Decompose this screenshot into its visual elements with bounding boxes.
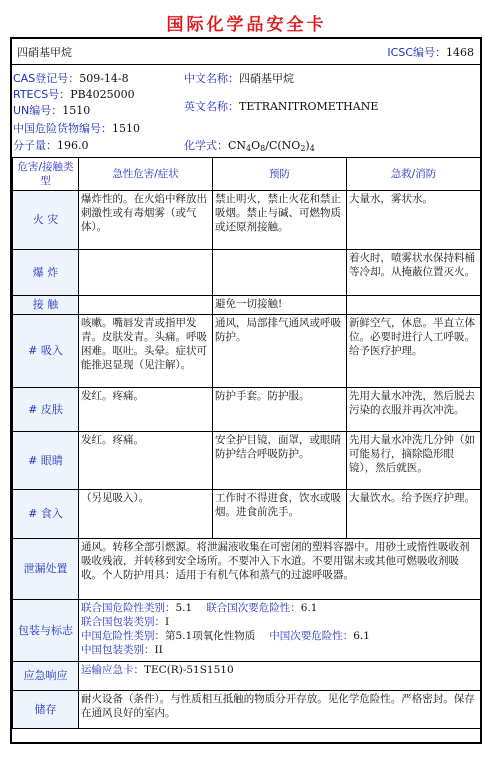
row-prevention: [213, 250, 347, 296]
row-firstaid: 新鲜空气，休息。半直立体位。必要时进行人工呼吸。给予医疗护理。: [347, 315, 481, 388]
cn-pack-label: 中国包装类别：: [81, 644, 155, 656]
mw-line: [13, 137, 89, 153]
row-type: 爆 炸: [13, 250, 79, 296]
cn-class-value: 第5.1项氧化性物质: [165, 630, 256, 642]
un-label: UN编号：: [13, 104, 63, 117]
col-prevention-header: 预防: [213, 158, 347, 191]
row-prevention: 工作时不得进食，饮水或吸烟。进食前洗手。: [213, 490, 347, 539]
row-prevention: 禁止明火，禁止火花和禁止吸烟。禁止与碱、可燃物质或还原剂接触。: [213, 191, 347, 250]
cas-line: [13, 70, 129, 86]
hazard-table: [12, 157, 481, 729]
icsc-label: ICSC编号：: [387, 46, 446, 59]
cn-name-line: [184, 70, 294, 86]
row-firstaid: [347, 296, 481, 315]
emergency-card-label: 运输应急卡：: [81, 664, 144, 676]
table-row: [13, 432, 481, 490]
un-pack-value: I: [165, 616, 170, 628]
packaging-un-line: [81, 601, 478, 615]
row-prevention: 通风，局部排气通风或呼吸防护。: [213, 315, 347, 388]
row-firstaid: 大量饮水。给予医疗护理。: [347, 490, 481, 539]
row-type: 火 灾: [13, 191, 79, 250]
un-class-label: 联合国危险性类别：: [81, 602, 176, 614]
row-type: 接 触: [13, 296, 79, 315]
row-hazard: 爆炸性的。在火焰中释放出刺激性或有毒烟雾（或气体）。: [79, 191, 213, 250]
mw-value: 196.0: [57, 139, 89, 152]
row-hazard: 发红。疼痛。: [79, 388, 213, 432]
table-row: [13, 250, 481, 296]
row-hazard: 发红。疼痛。: [79, 432, 213, 490]
rtecs-line: [13, 86, 135, 102]
col-hazard-header: 急性危害/症状: [79, 158, 213, 191]
formula-sub-o8: 8: [260, 144, 266, 153]
formula-sub-4: 4: [309, 144, 315, 153]
cn-sub-label: 中国次要危险性：: [269, 630, 354, 642]
safety-card: [10, 37, 482, 744]
emergency-content: [79, 662, 481, 691]
emergency-row: [13, 662, 481, 691]
formula-sub-n4: 4: [246, 144, 252, 153]
table-row: [13, 191, 481, 250]
un-value: 1510: [62, 104, 91, 117]
packaging-cn-pack-line: [81, 643, 478, 657]
row-type: # 吸入: [13, 315, 79, 388]
formula-cno: /C(NO: [265, 139, 301, 152]
row-hazard: [79, 296, 213, 315]
table-row: [13, 315, 481, 388]
emergency-label: 应急响应: [13, 662, 79, 691]
formula-cn: CN: [228, 139, 247, 152]
packaging-un-pack-line: [81, 615, 478, 629]
table-row: [13, 388, 481, 432]
row-prevention: 安全护目镜，面罩，或眼睛防护结合呼吸防护。: [213, 432, 347, 490]
table-header-row: [13, 158, 481, 191]
spill-text: 通风。转移全部引燃源。将泄漏液收集在可密闭的塑料容器中。用砂土或惰性吸收剂吸收残液，并转移到安全场所。不要冲入下水道。不要用锯末或其他可燃吸收剂吸收。个人防护用具：适用于有机气体和蒸气的过滤呼吸器。: [79, 539, 481, 600]
row-firstaid: 先用大量水冲洗几分钟（如可能易行，摘除隐形眼镜），然后就医。: [347, 432, 481, 490]
row-firstaid: 先用大量水冲洗，然后脱去污染的衣服并再次冲洗。: [347, 388, 481, 432]
en-name-label: 英文名称：: [184, 100, 239, 113]
icsc-number: [387, 44, 474, 60]
cas-label: CAS登记号：: [13, 72, 80, 85]
card-header: [12, 39, 480, 65]
row-type: # 眼睛: [13, 432, 79, 490]
col-firstaid-header: 急救/消防: [347, 158, 481, 191]
packaging-label: 包装与标志: [13, 600, 79, 662]
formula-line: [184, 137, 315, 153]
col-type-header: 危害/接触类型: [13, 158, 79, 191]
storage-label: 储存: [13, 691, 79, 729]
table-row: [13, 490, 481, 539]
en-name-line: [184, 98, 378, 114]
un-line: [13, 102, 90, 118]
formula-label: 化学式：: [184, 139, 228, 152]
storage-text: 耐火设备（条件）。与性质相互抵触的物质分开存放。见化学危险性。严格密封。保存在通风良好的室内。: [79, 691, 481, 729]
storage-row: [13, 691, 481, 729]
packaging-cn-line: [81, 629, 478, 643]
row-firstaid: 着火时，喷雾状水保持料桶等冷却。从掩蔽位置灭火。: [347, 250, 481, 296]
formula-o: O: [251, 139, 261, 152]
rtecs-value: PB4025000: [70, 88, 135, 101]
un-class-value: 5.1: [175, 602, 193, 614]
row-hazard: （另见吸入）。: [79, 490, 213, 539]
row-type: # 皮肤: [13, 388, 79, 432]
formula-sub-2: 2: [300, 144, 306, 153]
spill-label: 泄漏处置: [13, 539, 79, 600]
cn-dangerous-label: 中国危险货物编号：: [13, 122, 112, 135]
row-prevention: 防护手套。防护服。: [213, 388, 347, 432]
un-pack-label: 联合国包装类别：: [81, 616, 165, 628]
table-row: [13, 296, 481, 315]
un-sub-label: 联合国次要危险性：: [206, 602, 301, 614]
row-hazard: 咳嗽。嘴唇发青或指甲发青。皮肤发青。头痛。呼吸困难。呕吐。头晕。症状可能推迟显现（见注解）。: [79, 315, 213, 388]
cn-pack-value: II: [154, 644, 163, 656]
cn-sub-value: 6.1: [353, 630, 370, 642]
row-type: # 食入: [13, 490, 79, 539]
packaging-row: [13, 600, 481, 662]
cn-class-label: 中国危险性类别：: [81, 630, 165, 642]
cn-dangerous-line: [13, 120, 140, 136]
cn-name-label: 中文名称：: [184, 72, 239, 85]
emergency-card-value: TEC(R)-51S1510: [144, 664, 234, 676]
row-firstaid: 大量水，雾状水。: [347, 191, 481, 250]
spill-row: [13, 539, 481, 600]
cn-name-value: 四硝基甲烷: [239, 72, 294, 85]
chemical-name: 四硝基甲烷: [17, 46, 72, 59]
formula-close: ): [305, 139, 310, 152]
cn-dangerous-value: 1510: [112, 122, 140, 135]
card-title: 国际化学品安全卡: [166, 15, 327, 35]
row-hazard: [79, 250, 213, 296]
mw-label: 分子量：: [13, 139, 57, 152]
rtecs-label: RTECS号：: [13, 88, 71, 101]
icsc-value: 1468: [446, 46, 474, 59]
packaging-content: [79, 600, 481, 662]
row-prevention: 避免一切接触!: [213, 296, 347, 315]
un-sub-value: 6.1: [300, 602, 318, 614]
cas-value: 509-14-8: [79, 72, 129, 85]
en-name-value: TETRANITROMETHANE: [239, 100, 379, 113]
